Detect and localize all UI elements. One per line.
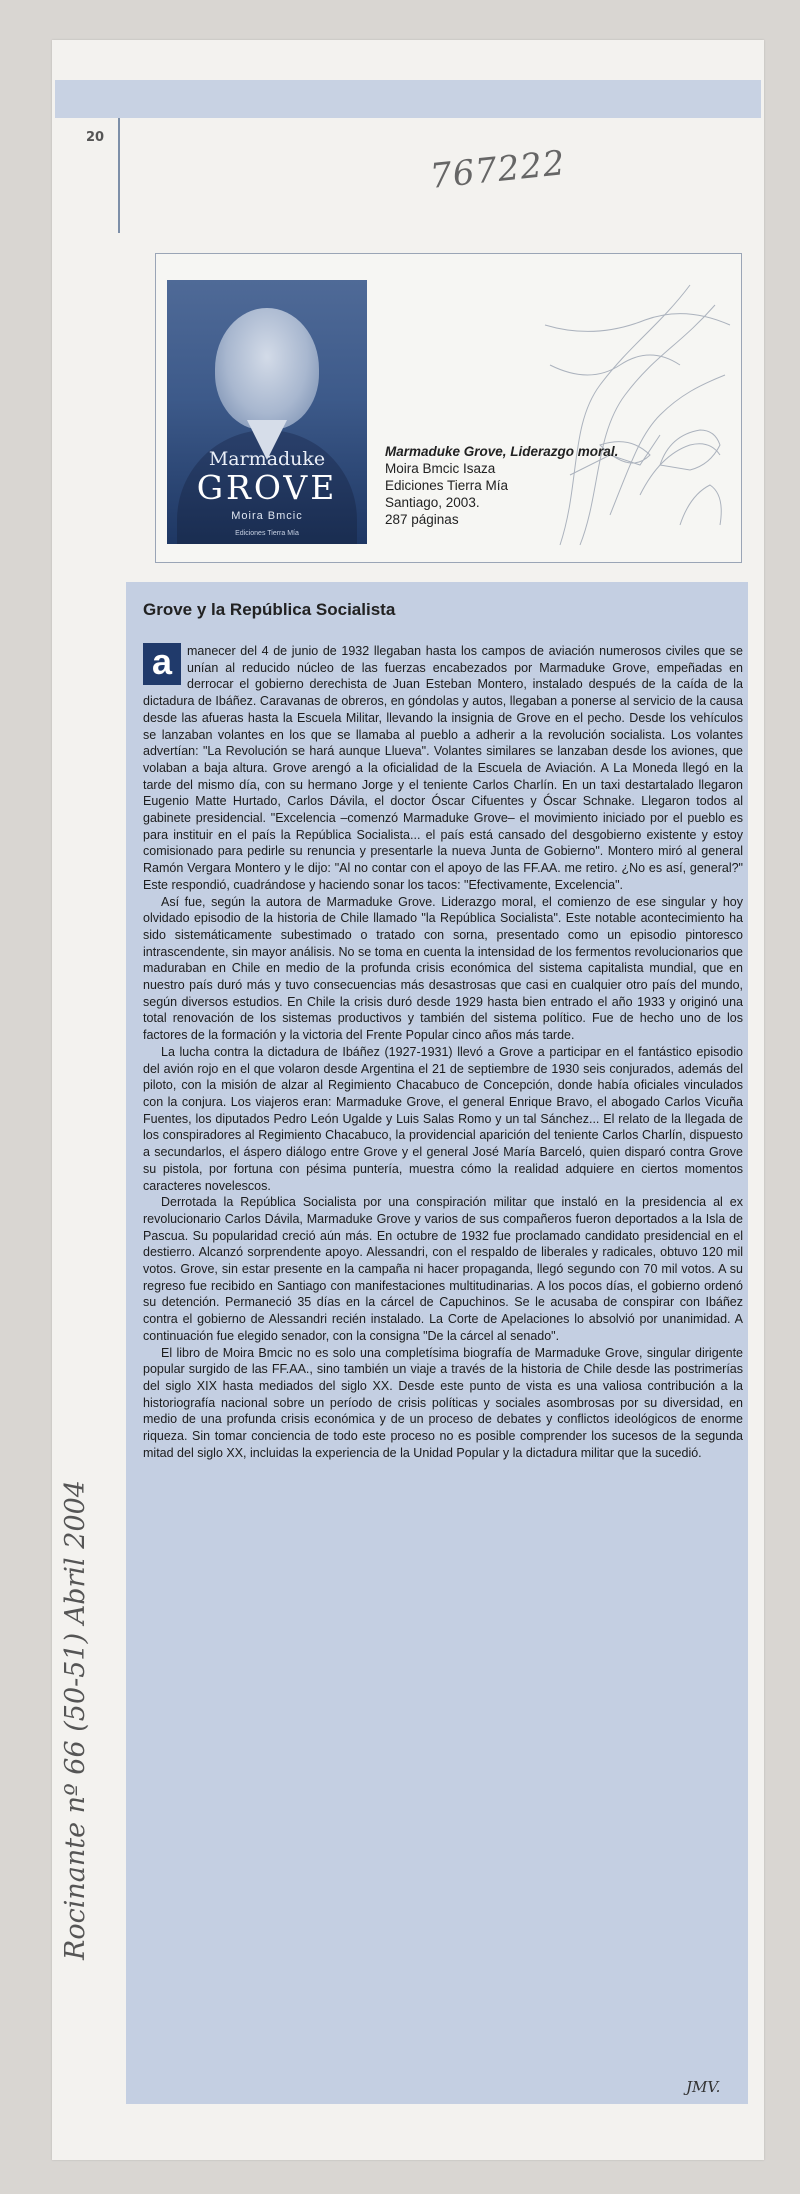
margin-rule	[118, 118, 120, 233]
book-place-year: Santiago, 2003.	[385, 495, 480, 510]
book-publisher: Ediciones Tierra Mía	[385, 478, 509, 493]
book-author: Moira Bmcic Isaza	[385, 461, 496, 476]
author-signature: JMV.	[686, 2078, 721, 2096]
article-paragraph: Así fue, según la autora de Marmaduke Grove. Liderazgo moral, el comienzo de ese singular y hoy olvidado episodio de la historia de Chile llamado "la República Socialista". Este notable acontecimiento ha sido sistemáticamente subestimado o tratado con sorna, presentado como un episodio pintoresco intrascendente, sin mayor análisis. No se toma en cuenta la intensidad de los fermentos revolucionarios que maduraban en Chile en medio de la profunda crisis económica del sistema capitalista mundial, que en nuestro país duró más y tuvo consecuencias más desastrosas que casi en cualquier otro país del mundo, según diversos estudios. En Chile la crisis duró desde 1929 hasta bien entrado el año 1933 y originó una total renovación de los sistemas productivos y también del sistema político. Fue de hecho uno de los factores de la formación y la victoria del Frente Popular cinco años más tarde.	[143, 894, 743, 1043]
portrait-face	[215, 308, 319, 430]
cover-title-surname: GROVE	[196, 468, 338, 507]
book-details	[385, 443, 705, 528]
archive-number: 767222	[428, 143, 568, 197]
article-paragraph: El libro de Moira Bmcic no es solo una completísima biografía de Marmaduke Grove, singular dirigente popular surgido de las FF.AA., sino también un viaje a través de la historia de Chile desde las postrimerías del siglo XIX hasta mediados del siglo XX. Desde este punto de vista es una valiosa contribución a la historiografía nacional sobre un período de crisis políticas y sociales asombrosas por su diversidad, en medio de una profunda crisis económica y de un proceso de debates y conflictos ideológicos de enorme riqueza. Sin tomar conciencia de todo este proceso no es posible comprender los sucesos de la segunda mitad del siglo XX, incluidas la experiencia de la Unidad Popular y la dictadura militar que la sucedió.	[143, 1345, 743, 1460]
article-paragraph: Derrotada la República Socialista por una conspiración militar que instaló en la presidencia al ex revolucionario Carlos Dávila, Marmaduke Grove y varios de sus compañeros fueron deportados a la Isla de Pascua. Su popularidad creció aún más. En octubre de 1932 fue proclamado candidato presidencial en el destierro. Alcanzó sorprendente apoyo. Alessandri, con el respaldo de liberales y radicales, obtuvo 120 mil votos. Grove, sin estar presente en la campaña ni hacer propaganda, llegó segundo con 70 mil votos. A su regreso fue recibido en Santiago con manifestaciones multitudinarias. A los pocos días, el gobierno ordenó su detención. Permaneció 35 días en la cárcel de Capuchinos. Se le acusaba de conspirar con Ibáñez contra el gobierno de Alessandri recién instalado. La Corte de Apelaciones lo absolvió por unanimidad. A continuación fue elegido senador, con la consigna "De la cárcel al senado".	[143, 1195, 743, 1343]
header-band	[55, 80, 761, 118]
handwritten-source-note: Rocinante nº 66 (50-51) Abril 2004	[60, 1480, 91, 1960]
book-cover-image	[167, 280, 367, 544]
page-number: 20	[86, 130, 105, 145]
book-pages: 287 páginas	[385, 512, 459, 527]
article-paragraph: manecer del 4 de junio de 1932 llegaban hasta los campos de aviación numerosos civiles que se unían al reducido núcleo de las fuerzas encabezados por Marmaduke Grove, empeñadas en derrocar el gobierno derechista de Juan Esteban Montero, instalado después de la caída de la dictadura de Ibáñez. Caravanas de obreros, en góndolas y autos, llegaban a ponerse al servicio de la causa desde las afueras hasta la Escuela Militar, llevando la insignia de Grove en el pecho. Desde los vehículos se lanzaban volantes en los que se llamaba al pueblo a adherir a la revolución socialista. Los volantes advertían: "La Revolución se hará aunque Llueva". Volantes similares se lanzaban desde los aviones, que volaban a baja altura. Grove arengó a la oficialidad de la Escuela de Aviación. A La Moneda llegó en la tarde del mismo día, con su hermano Jorge y el teniente Carlos Charlín. En un taxi destartalado llegaron Eugenio Matte Hurtado, Carlos Dávila, el doctor Óscar Cifuentes y Óscar Schnake. Llegaron todos al gabinete presidencial. "Excelencia –comenzó Marmaduke Grove– el movimiento iniciado por el pueblo es para instituir en el país la República Socialista... el país está cansado del desgobierno existente y estoy comisionado para pedirle su renuncia y presentarle la nueva Junta de Gobierno". Montero miró al general Ramón Vergara Montero y le dijo: "Al no contar con el apoyo de las FF.AA. me retiro. ¿No es así, general?" Este respondió, cuadrándose y haciendo sonar los tacos: "Efectivamente, Excelencia".	[143, 644, 743, 892]
cover-author: Moira Bmcic	[231, 510, 303, 522]
article-headline: Grove y la República Socialista	[143, 600, 396, 619]
article-paragraph: La lucha contra la dictadura de Ibáñez (1927-1931) llevó a Grove a participar en el fantástico episodio del avión rojo en el que volaron desde Argentina el 21 de septiembre de 1930 seis conjurados, además del piloto, con la misión de alzar al Regimiento Chacabuco de Concepción, donde había oficiales vinculados con la conjura. Los viajeros eran: Marmaduke Grove, el general Enrique Bravo, el abogado Carlos Vicuña Fuentes, los diputados Pedro León Ugalde y Luis Salas Romo y un tal Sánchez... El relato de la llegada de los conspiradores al Regimiento Chacabuco, la providencial aparición del teniente Carlos Charlín, dispuesto a secundarlos, el áspero diálogo entre Grove y el general José María Barceló, quien disparó contra Grove su pistola, por fortuna con pésima puntería, muestra cómo la realidad adquiere en ciertos momentos caracteres novelescos.	[143, 1044, 743, 1193]
cover-publisher: Ediciones Tierra Mía	[235, 530, 299, 537]
cover-title-first-name: Marmaduke	[208, 448, 326, 470]
dropcap-letter: a	[143, 643, 181, 685]
article-body	[143, 621, 743, 1461]
book-title: Marmaduke Grove, Liderazgo moral.	[385, 444, 619, 459]
